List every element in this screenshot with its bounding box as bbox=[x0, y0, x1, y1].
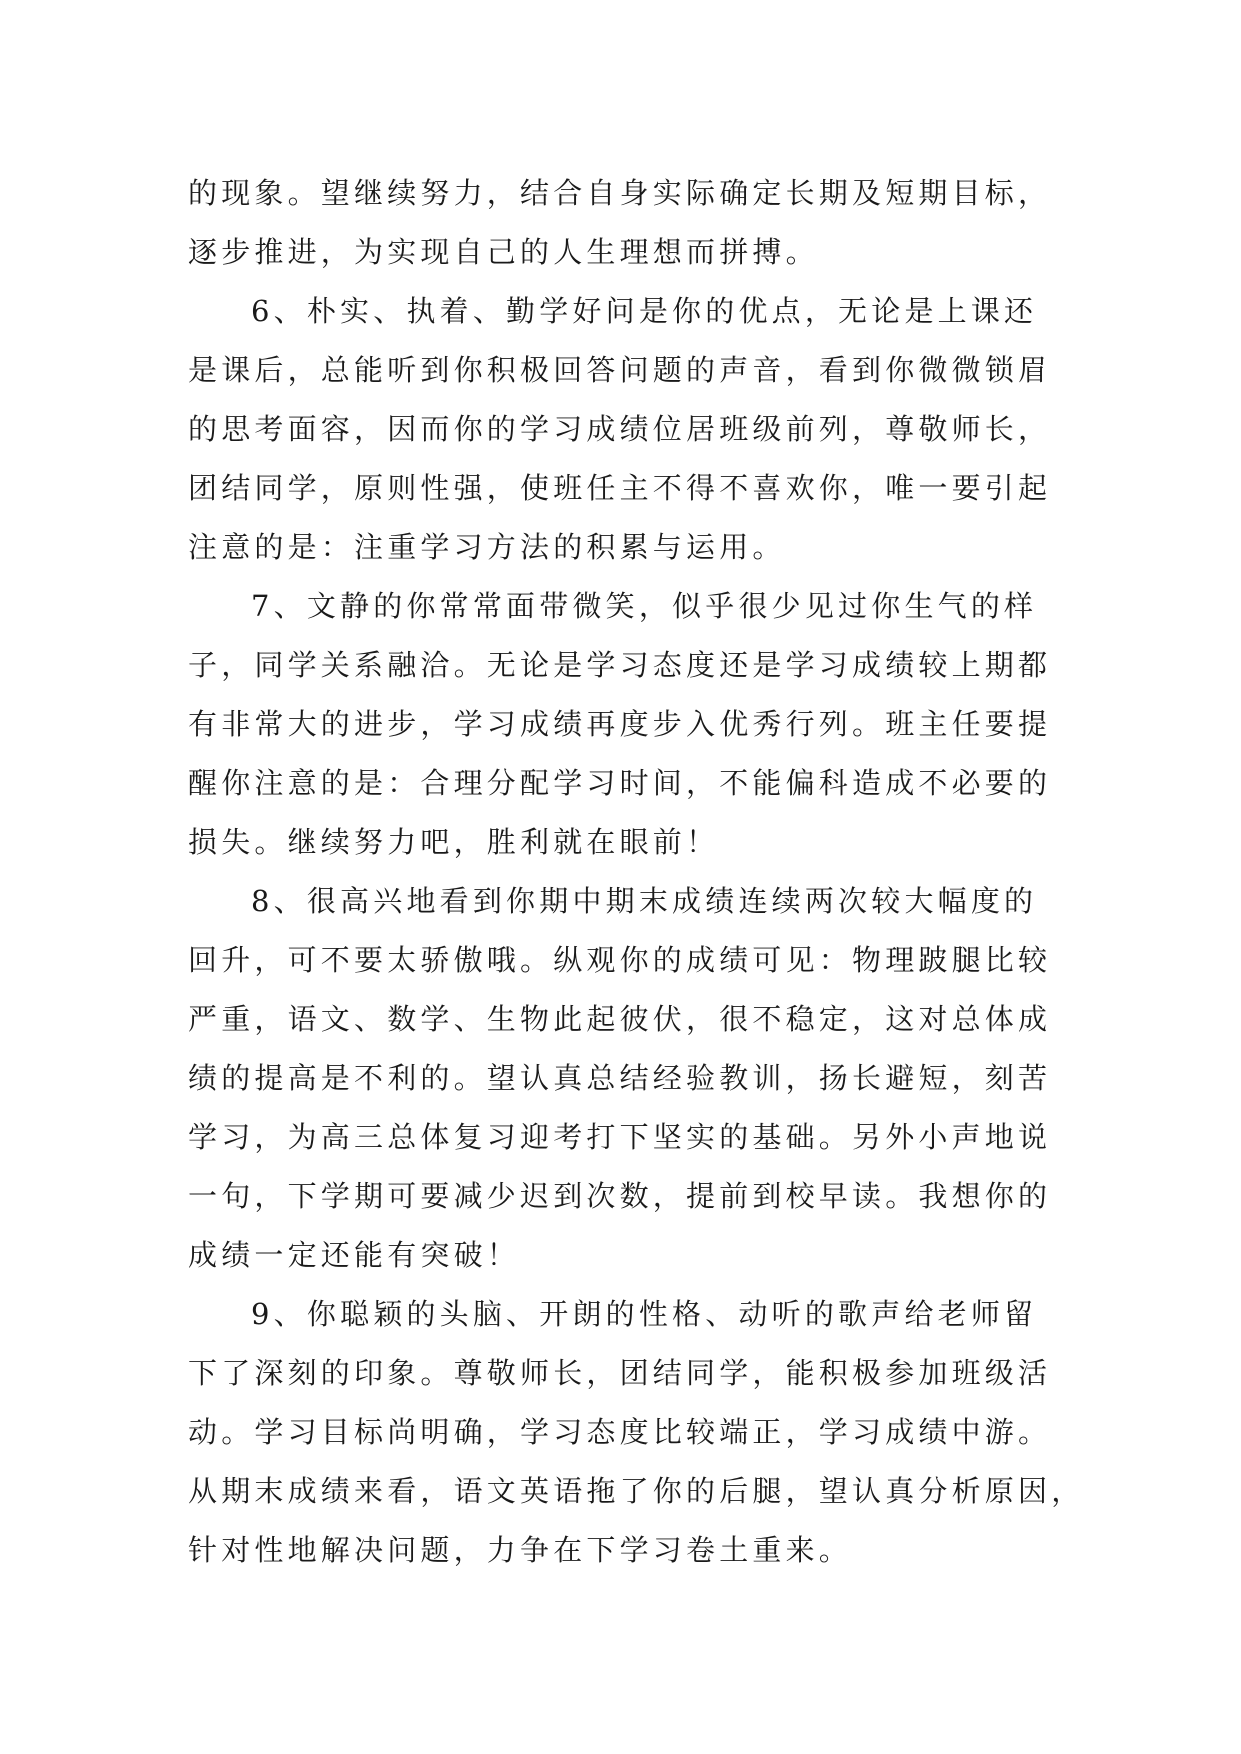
text-line: 7、文静的你常常面带微笑，似乎很少见过你生气的样 bbox=[251, 589, 1038, 623]
text-line: 绩的提高是不利的。望认真总结经验教训，扬长避短，刻苦 bbox=[188, 1061, 1052, 1095]
text-line: 的思考面容，因而你的学习成绩位居班级前列，尊敬师长， bbox=[188, 412, 1052, 446]
text-line: 从期末成绩来看，语文英语拖了你的后腿，望认真分析原因， bbox=[188, 1474, 1085, 1508]
text-line: 有非常大的进步，学习成绩再度步入优秀行列。班主任要提 bbox=[188, 707, 1052, 741]
text-line: 8、很高兴地看到你期中期末成绩连续两次较大幅度的 bbox=[251, 884, 1038, 918]
text-line: 下了深刻的印象。尊敬师长，团结同学，能积极参加班级活 bbox=[188, 1356, 1052, 1390]
text-line: 子，同学关系融洽。无论是学习态度还是学习成绩较上期都 bbox=[188, 648, 1052, 682]
paragraph-7 bbox=[188, 577, 1070, 872]
paragraph-9 bbox=[188, 1285, 1085, 1580]
text-line: 回升，可不要太骄傲哦。纵观你的成绩可见：物理跛腿比较 bbox=[188, 943, 1052, 977]
text-line: 损失。继续努力吧，胜利就在眼前！ bbox=[188, 825, 720, 859]
paragraph-6 bbox=[188, 282, 1070, 577]
text-line: 注意的是：注重学习方法的积累与运用。 bbox=[188, 530, 786, 564]
text-line: 醒你注意的是：合理分配学习时间，不能偏科造成不必要的 bbox=[188, 766, 1052, 800]
text-line: 9、你聪颖的头脑、开朗的性格、动听的歌声给老师留 bbox=[251, 1297, 1038, 1331]
text-line: 动。学习目标尚明确，学习态度比较端正，学习成绩中游。 bbox=[188, 1415, 1052, 1449]
text-line: 的现象。望继续努力，结合自身实际确定长期及短期目标， bbox=[188, 176, 1052, 210]
text-line: 学习，为高三总体复习迎考打下坚实的基础。另外小声地说 bbox=[188, 1120, 1052, 1154]
paragraph-5-continuation bbox=[188, 164, 1070, 282]
text-line: 逐步推进，为实现自己的人生理想而拼搏。 bbox=[188, 235, 819, 269]
text-line: 严重，语文、数学、生物此起彼伏，很不稳定，这对总体成 bbox=[188, 1002, 1052, 1036]
text-line: 一句，下学期可要减少迟到次数，提前到校早读。我想你的 bbox=[188, 1179, 1052, 1213]
text-line: 针对性地解决问题，力争在下学习卷土重来。 bbox=[188, 1533, 853, 1567]
text-line: 团结同学，原则性强，使班任主不得不喜欢你，唯一要引起 bbox=[188, 471, 1052, 505]
text-line: 成绩一定还能有突破！ bbox=[188, 1238, 521, 1272]
document-body bbox=[188, 164, 1085, 1580]
text-line: 是课后，总能听到你积极回答问题的声音，看到你微微锁眉 bbox=[188, 353, 1052, 387]
paragraph-8 bbox=[188, 872, 1070, 1285]
text-line: 6、朴实、执着、勤学好问是你的优点，无论是上课还 bbox=[251, 294, 1038, 328]
